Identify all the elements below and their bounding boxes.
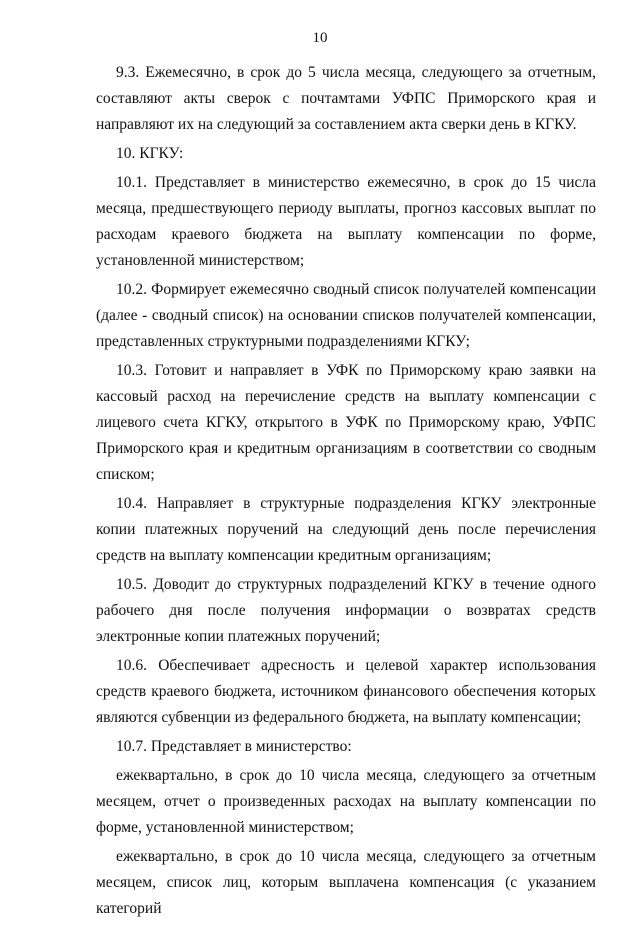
paragraph-10-4: 10.4. Направляет в структурные подразделения КГКУ электронные копии платежных поручений на следующий день после перечисления средств на выплату компенсации кредитным организациям;: [96, 495, 596, 564]
page-number: 10: [312, 30, 328, 46]
document-body: [96, 60, 596, 925]
paragraph-10-2: 10.2. Формирует ежемесячно сводный список получателей компенсации (далее - сводный список) на основании списков получателей компенсации, представленных структурными подразделениями КГКУ;: [96, 281, 596, 350]
paragraph-quarterly-list: ежеквартально, в срок до 10 числа месяца, следующего за отчетным месяцем, список лиц, которым выплачена компенсация (с указанием категорий: [96, 848, 596, 917]
paragraph-10-5: 10.5. Доводит до структурных подразделений КГКУ в течение одного рабочего дня после получения информации о возвратах средств электронные копии платежных поручений;: [96, 576, 596, 645]
paragraph-10-7: 10.7. Представляет в министерство:: [116, 738, 352, 755]
paragraph-quarterly-report: ежеквартально, в срок до 10 числа месяца, следующего за отчетным месяцем, отчет о произведенных расходах на выплату компенсации по форме, установленной министерством;: [96, 767, 596, 836]
paragraph-10-1: 10.1. Представляет в министерство ежемесячно, в срок до 15 числа месяца, предшествующего периоду выплаты, прогноз кассовых выплат по расходам краевого бюджета на выплату компенсации по форме, установленной министерством;: [96, 174, 596, 269]
section-heading-10: 10. КГКУ:: [116, 145, 184, 162]
paragraph-9-3: 9.3. Ежемесячно, в срок до 5 числа месяца, следующего за отчетным, составляют акты сверок с почтамтами УФПС Приморского края и направляют их на следующий за составлением акта сверки день в КГКУ.: [96, 64, 596, 133]
paragraph-10-6: 10.6. Обеспечивает адресность и целевой характер использования средств краевого бюджета, источником финансового обеспечения которых являются субвенции из федерального бюджета, на выплату компенсации;: [96, 657, 596, 726]
paragraph-10-3: 10.3. Готовит и направляет в УФК по Приморскому краю заявки на кассовый расход на перечисление средств на выплату компенсации с лицевого счета КГКУ, открытого в УФК по Приморскому краю, УФПС Приморского края и кредитным организациям в соответствии со сводным списком;: [96, 362, 596, 483]
